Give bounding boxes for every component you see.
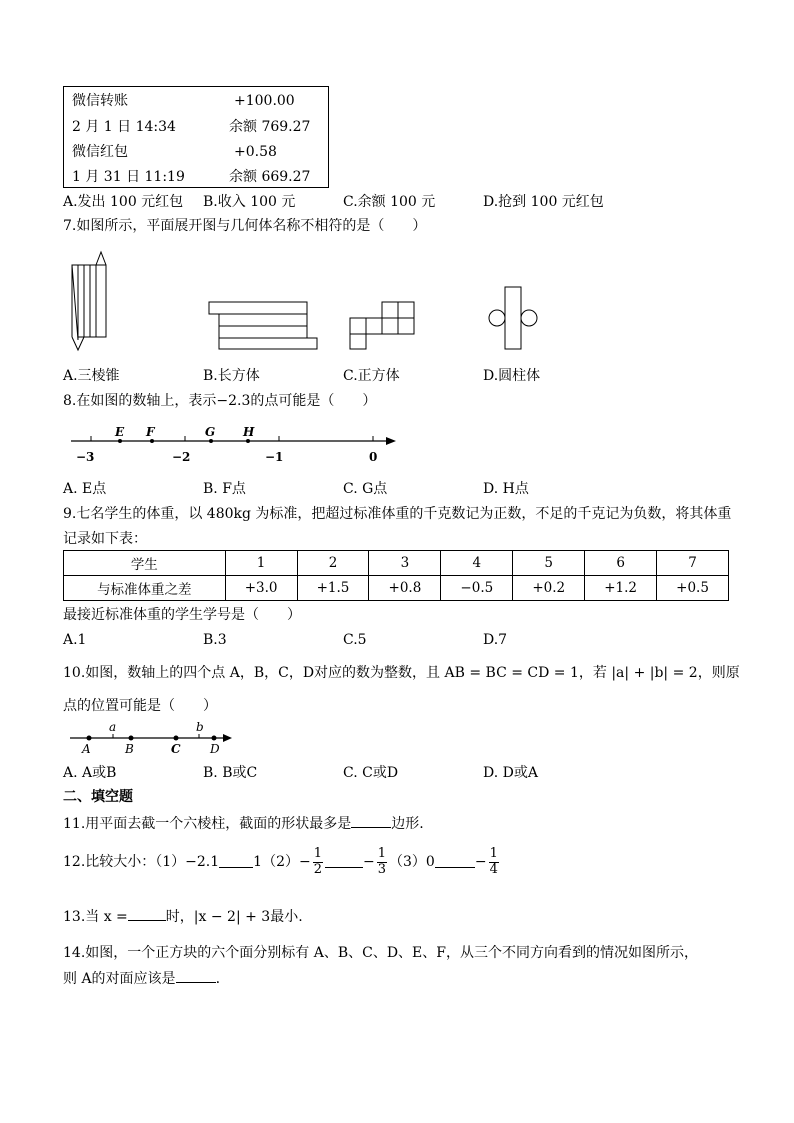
q10-option-a: A. A或B bbox=[63, 765, 117, 781]
q14-stem: 14.如图，一个正方块的六个面分别标有 A、B、C、D、E、F，从三个不同方向看到的情况如图所示， bbox=[63, 945, 698, 961]
table-cell: +0.2 bbox=[513, 576, 585, 601]
table-cell: 5 bbox=[513, 551, 585, 576]
q10-stem: 10.如图，数轴上的四个点 A，B，C，D对应的数为整数，且 AB = BC = CD = 1，若 |a| + |b| = 2，则原 bbox=[63, 665, 740, 681]
q9-question: 最接近标准体重的学生学号是（ ） bbox=[63, 607, 301, 623]
q11-line bbox=[63, 817, 424, 831]
point-label-f: F bbox=[146, 425, 155, 439]
table-cell: 学生 bbox=[64, 551, 226, 576]
q7-option-d: D.圆柱体 bbox=[483, 368, 541, 384]
q10-option-b: B. B或C bbox=[203, 765, 258, 781]
point-label-d: D bbox=[210, 742, 220, 756]
table-cell: +1.2 bbox=[585, 576, 657, 601]
answer-blank[interactable] bbox=[176, 982, 216, 983]
table-cell: +3.0 bbox=[225, 576, 297, 601]
q6-option-b: B.收入 100 元 bbox=[203, 194, 296, 210]
q9-option-b: B.3 bbox=[203, 632, 227, 648]
tick-label: −2 bbox=[172, 450, 191, 464]
fraction: $\frac{1}{3}$ bbox=[377, 846, 387, 877]
q6-option-c: C.余额 100 元 bbox=[343, 194, 436, 210]
table-cell: 7 bbox=[657, 551, 729, 576]
mark-label-b: b bbox=[196, 720, 204, 734]
table-cell: 4 bbox=[441, 551, 513, 576]
q10-option-c: C. C或D bbox=[343, 765, 399, 781]
q12-text: − bbox=[474, 854, 487, 871]
record-label: 微信红包 bbox=[72, 144, 128, 160]
point-label-g: G bbox=[205, 425, 216, 439]
record-label: 2 月 1 日 14:34 bbox=[72, 119, 176, 135]
q9-option-a: A.1 bbox=[63, 632, 87, 648]
record-value: +0.58 bbox=[234, 144, 277, 160]
q11-text: 11.用平面去截一个六棱柱，截面的形状最多是 bbox=[63, 816, 352, 832]
fraction: $\frac{1}{4}$ bbox=[489, 846, 498, 877]
q12-text: 12.比较大小：（1）−2.1 bbox=[63, 854, 220, 871]
tick-label: −1 bbox=[265, 450, 284, 464]
q13-text: 13.当 x = bbox=[63, 909, 128, 925]
table-cell: 1 bbox=[225, 551, 297, 576]
point-label-e: E bbox=[115, 425, 125, 439]
q13-line bbox=[63, 910, 303, 924]
record-label: 微信转账 bbox=[72, 93, 128, 109]
record-value: +100.00 bbox=[234, 93, 295, 109]
point-label-c: C bbox=[171, 742, 181, 756]
table-cell: 与标准体重之差 bbox=[64, 576, 226, 601]
q9-stem-cont: 记录如下表： bbox=[63, 531, 147, 547]
answer-blank[interactable] bbox=[351, 827, 391, 828]
answer-blank[interactable] bbox=[128, 920, 166, 921]
q8-option-a: A. E点 bbox=[63, 481, 107, 497]
fraction: $\frac{1}{2}$ bbox=[313, 846, 322, 877]
q12-text: （3）0 bbox=[389, 854, 435, 871]
table-cell: +0.5 bbox=[657, 576, 729, 601]
q8-option-c: C. G点 bbox=[343, 481, 388, 497]
point-label-h: H bbox=[243, 425, 255, 439]
q11-text-end: 边形. bbox=[391, 816, 424, 832]
section-heading: 二、填空题 bbox=[63, 789, 133, 805]
q6-option-d: D.抢到 100 元红包 bbox=[483, 194, 604, 210]
record-label: 1 月 31 日 11:19 bbox=[72, 169, 185, 185]
q14-line bbox=[63, 972, 220, 986]
q9-stem: 9.七名学生的体重，以 480kg 为标准，把超过标准体重的千克数记为正数，不足的千克记为负数，将其体重 bbox=[63, 506, 732, 522]
q14-text: 则 A的对面应该是 bbox=[63, 971, 176, 987]
point-label-a: A bbox=[82, 742, 91, 756]
table-cell: −0.5 bbox=[441, 576, 513, 601]
q8-option-d: D. H点 bbox=[483, 481, 529, 497]
q12-text: − bbox=[363, 854, 375, 871]
q9-option-d: D.7 bbox=[483, 632, 508, 648]
q13-text-end: 时，|x − 2| + 3最小. bbox=[165, 909, 303, 925]
table-cell: +1.5 bbox=[297, 576, 369, 601]
q14-text-end: . bbox=[215, 971, 221, 987]
mark-label-a: a bbox=[109, 720, 117, 734]
answer-blank[interactable] bbox=[325, 867, 363, 868]
q7-stem: 7.如图所示，平面展开图与几何体名称不相符的是（ ） bbox=[63, 218, 427, 234]
point-label-b: B bbox=[125, 742, 134, 756]
record-value: 余额 769.27 bbox=[229, 119, 311, 135]
q7-option-c: C.正方体 bbox=[343, 368, 400, 384]
table-cell: 3 bbox=[369, 551, 441, 576]
q12-text: 1（2）− bbox=[253, 854, 311, 871]
table-cell: 2 bbox=[297, 551, 369, 576]
tick-label: 0 bbox=[369, 450, 378, 464]
q8-option-b: B. F点 bbox=[203, 481, 246, 497]
record-value: 余额 669.27 bbox=[229, 169, 311, 185]
q7-option-b: B.长方体 bbox=[203, 368, 260, 384]
q9-option-c: C.5 bbox=[343, 632, 367, 648]
q10-option-d: D. D或A bbox=[483, 765, 538, 781]
tick-label: −3 bbox=[76, 450, 95, 464]
answer-blank[interactable] bbox=[219, 867, 253, 868]
answer-blank[interactable] bbox=[435, 867, 475, 868]
q8-stem: 8.在如图的数轴上，表示−2.3的点可能是（ ） bbox=[63, 393, 377, 409]
table-cell: +0.8 bbox=[369, 576, 441, 601]
q6-option-a: A.发出 100 元红包 bbox=[63, 194, 184, 210]
q10-stem-cont: 点的位置可能是（ ） bbox=[63, 698, 217, 714]
q12-line bbox=[63, 847, 501, 878]
table-cell: 6 bbox=[585, 551, 657, 576]
q7-option-a: A.三棱锥 bbox=[63, 368, 120, 384]
